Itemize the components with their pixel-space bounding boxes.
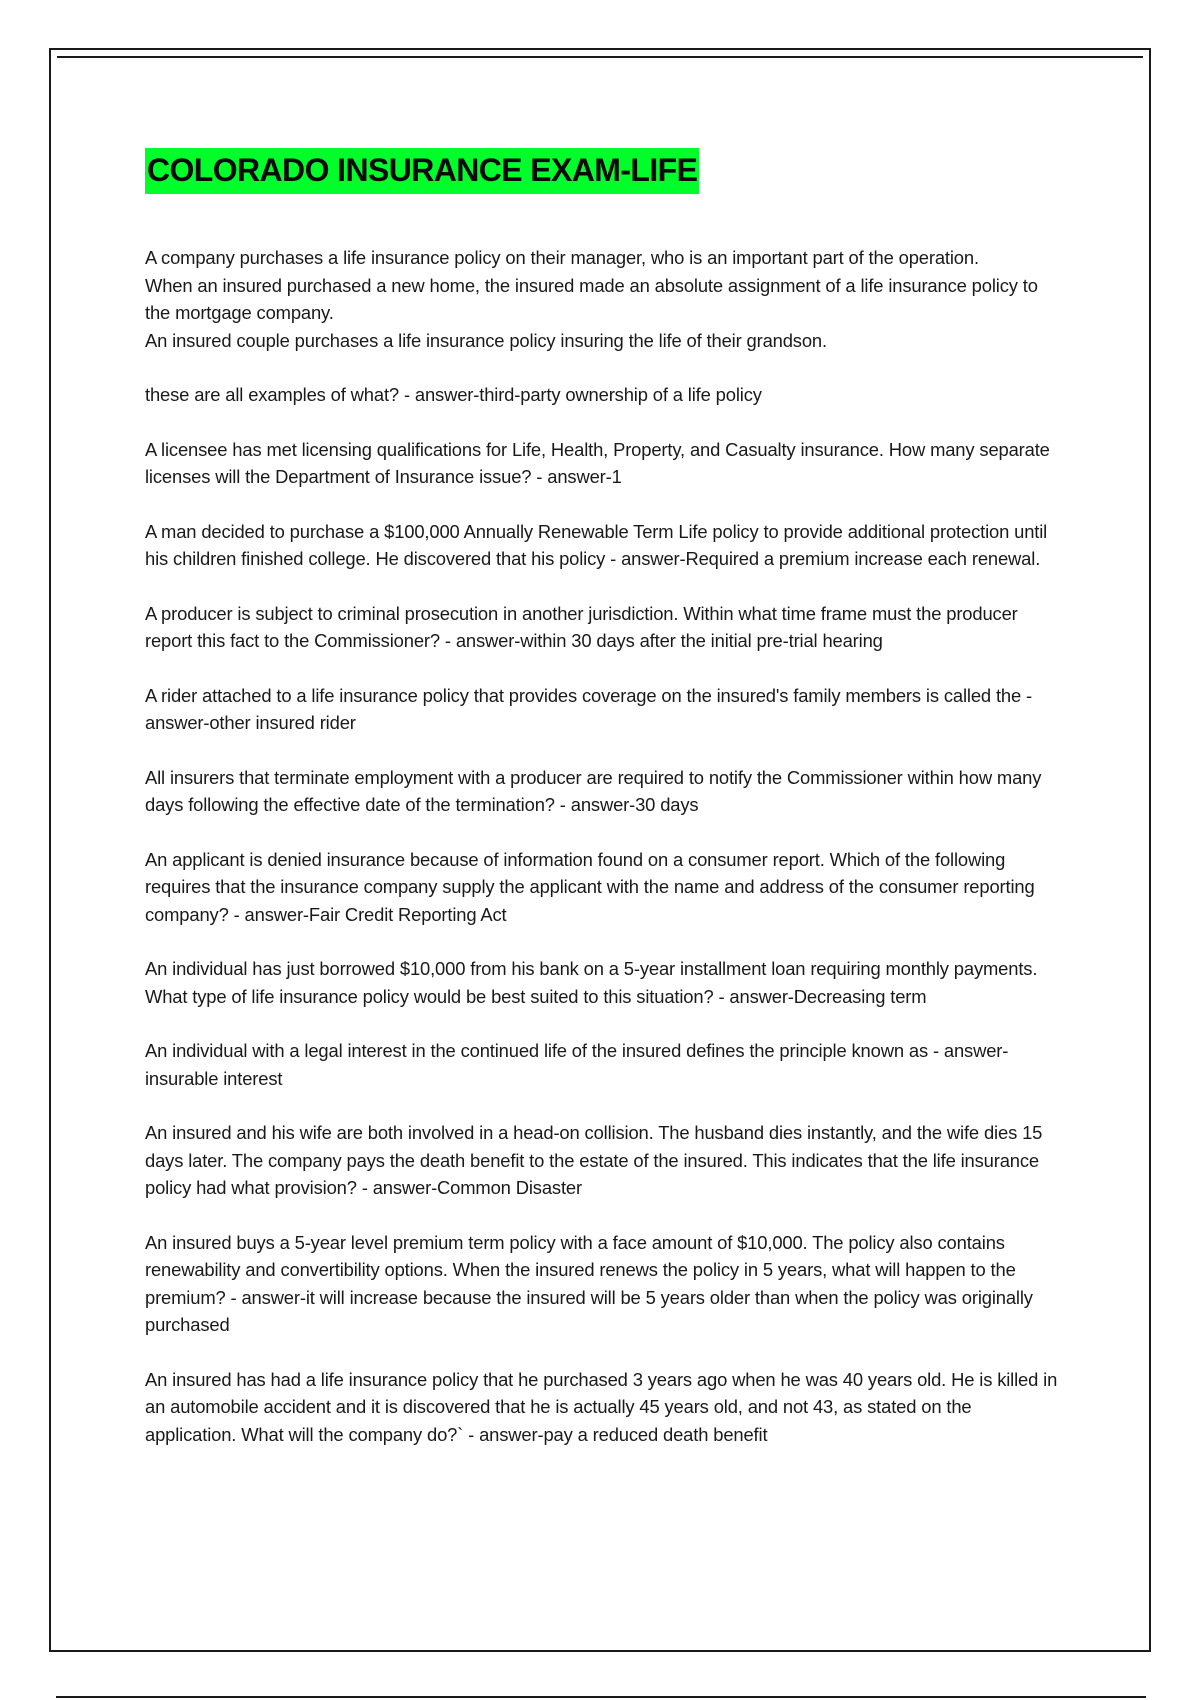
qa-item: An individual has just borrowed $10,000 from his bank on a 5-year installment loan requiring monthly payments. What type of life insurance policy would be best suited to this situation? - answer-Decreasing term xyxy=(145,958,1038,1007)
intro-block xyxy=(145,244,1065,354)
intro-line: An insured couple purchases a life insurance policy insuring the life of their grandson. xyxy=(145,329,827,351)
top-inner-rule xyxy=(57,56,1143,58)
qa-item: A man decided to purchase a $100,000 Annually Renewable Term Life policy to provide additional protection until his children finished college. He discovered that his policy - answer-Required a premium increase each renewal. xyxy=(145,520,1048,569)
qa-item: A producer is subject to criminal prosecution in another jurisdiction. Within what time frame must the producer report this fact to the Commissioner? - answer-within 30 days after the initial pre-trial hearing xyxy=(145,602,1018,651)
qa-item: An insured has had a life insurance policy that he purchased 3 years ago when he was 40 years old. He is killed in an automobile accident and it is discovered that he is actually 45 years old, and not 43, as stated on the application. What will the company do?` - answer-pay a reduced death benefit xyxy=(145,1368,1058,1445)
qa-item: All insurers that terminate employment with a producer are required to notify the Commissioner within how many days following the effective date of the termination? - answer-30 days xyxy=(145,766,1042,815)
qa-item: these are all examples of what? - answer-third-party ownership of a life policy xyxy=(145,384,762,405)
qa-item: An insured and his wife are both involved in a head-on collision. The husband dies instantly, and the wife dies 15 days later. The company pays the death benefit to the estate of the insured. This indicates that the life insurance policy had what provision? - answer-Common Disaster xyxy=(145,1122,1043,1198)
qa-item: A licensee has met licensing qualifications for Life, Health, Property, and Casualty insurance. How many separate licenses will the Department of Insurance issue? - answer-1 xyxy=(145,438,1050,487)
intro-line: A company purchases a life insurance policy on their manager, who is an important part of the operation. xyxy=(145,247,979,268)
document-title: COLORADO INSURANCE EXAM-LIFE xyxy=(145,148,699,194)
qa-item: A rider attached to a life insurance policy that provides coverage on the insured's family members is called the - answer-other insured rider xyxy=(145,684,1032,733)
qa-item: An insured buys a 5-year level premium term policy with a face amount of $10,000. The policy also contains renewability and convertibility options. When the insured renews the policy in 5 years, what will happen to the premium? - answer-it will increase because the insured will be 5 years older than when the policy was originally purchased xyxy=(145,1231,1033,1335)
next-page-top-rule xyxy=(56,1696,1146,1698)
qa-item: An individual with a legal interest in the continued life of the insured defines the principle known as - answer-insurable interest xyxy=(145,1040,1009,1089)
intro-line: When an insured purchased a new home, the insured made an absolute assignment of a life insurance policy to the mortgage company. xyxy=(145,274,1038,323)
qa-item: An applicant is denied insurance because of information found on a consumer report. Which of the following requires that the insurance company supply the applicant with the name and address of the consumer reporting company? - answer-Fair Credit Reporting Act xyxy=(145,848,1035,925)
document-body xyxy=(145,244,1065,1448)
